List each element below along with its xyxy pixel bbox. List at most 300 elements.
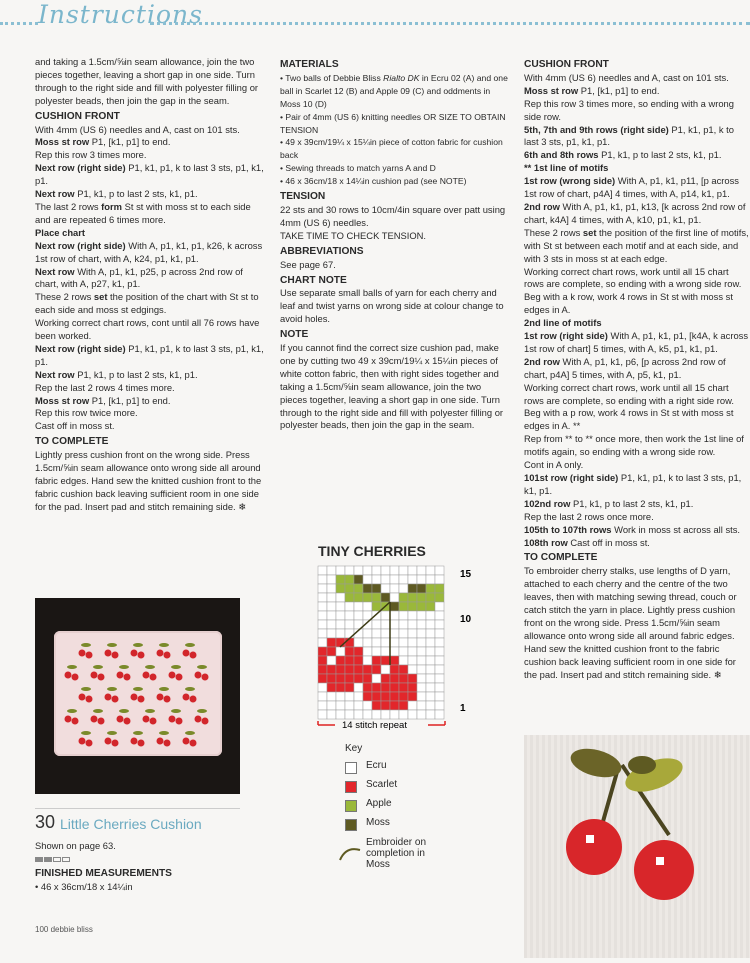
repeat-4-text: Rep the last 2 rows 4 times more. [35, 381, 175, 393]
chart-cell [399, 566, 408, 575]
beg-p-text: Beg with a p row, work 4 rows in St st with moss st edges in A. ** [524, 407, 734, 432]
pillow-leaf [171, 665, 181, 669]
pillow-leaf [133, 731, 143, 735]
chart-cell [390, 710, 399, 719]
pillow-leaf [185, 687, 195, 691]
chart-cell [381, 593, 390, 602]
chart-cell [399, 611, 408, 620]
chart-cell [435, 629, 444, 638]
pillow-cherry [183, 738, 190, 745]
chart-cell [336, 629, 345, 638]
chart-cell [345, 593, 354, 602]
column-left [35, 56, 265, 514]
motif2-row-1: 1st row (right side) With A, p1, k1, p1, [k4A, k across 1st row of chart] 5 times, with A, k5, p1, k1, p1. [524, 330, 749, 354]
chart-cell [363, 566, 372, 575]
pillow-cherry [72, 674, 79, 681]
chart-cell [354, 665, 363, 674]
chart-cell [372, 638, 381, 647]
chart-cell [390, 683, 399, 692]
chart-cell [435, 692, 444, 701]
pillow-cherry [157, 650, 164, 657]
pillow-leaf [93, 665, 103, 669]
chart-cell [435, 602, 444, 611]
chart-cell [435, 665, 444, 674]
chart-cell [435, 701, 444, 710]
chart-cell [327, 629, 336, 638]
chart-cell [318, 647, 327, 656]
pillow-cherry [176, 718, 183, 725]
pillow-cherry [91, 716, 98, 723]
chart-cell [417, 584, 426, 593]
chart-cell [318, 566, 327, 575]
chart-cell [354, 566, 363, 575]
chart-cell [417, 638, 426, 647]
chart-cell [372, 629, 381, 638]
cushion-photo [35, 598, 240, 794]
chart-cell [381, 710, 390, 719]
working-text-2: Working correct chart rows, work until all 15 chart rows are complete, so ending with a wrong side row. [524, 265, 742, 290]
chart-cell [399, 647, 408, 656]
chart-cell [327, 620, 336, 629]
skill-level-icon [35, 853, 245, 865]
tiny-cherries-chart [310, 562, 480, 737]
chart-cell [381, 629, 390, 638]
key-swatch-apple [345, 800, 357, 812]
to-complete-text: Lightly press cushion front on the wrong side. Press 1.5cm/⅝in seam allowance onto wrong side all around fabric edges. Hand sew the knitted cushion front to the fabric cushion back leaving sufficient room in one side for the pad. Insert pad and stitch remaining side. ❄ [35, 449, 262, 512]
pillow-cherry [150, 674, 157, 681]
chart-cell [354, 575, 363, 584]
chart-cell [408, 620, 417, 629]
chart-cell [318, 656, 327, 665]
pillow-cherry [124, 674, 131, 681]
chart-cell [417, 683, 426, 692]
chart-cell [408, 692, 417, 701]
chart-cell [345, 710, 354, 719]
pillow-cherry [124, 718, 131, 725]
pillow-cherry [143, 672, 150, 679]
pillow-cherry [195, 716, 202, 723]
chart-cell [408, 584, 417, 593]
chart-cell [417, 602, 426, 611]
chart-cell [408, 611, 417, 620]
chart-cell [372, 665, 381, 674]
chart-cell [390, 665, 399, 674]
chart-cell [381, 683, 390, 692]
chart-cell [372, 611, 381, 620]
chart-cell [336, 620, 345, 629]
motif1-row-1: 1st row (wrong side) With A, p1, k1, p11, [p across 1st row of chart, p4A] 4 times, with A, p14, k1, p1. [524, 175, 739, 200]
chart-cell [399, 593, 408, 602]
chart-cell [426, 674, 435, 683]
key-label-embroider: Embroider on completion in Moss [366, 837, 427, 870]
chart-cell [381, 611, 390, 620]
pillow-cherry [164, 652, 171, 659]
chart-cell [417, 701, 426, 710]
pillow-leaf [119, 665, 129, 669]
row-label-10: 10 [460, 614, 472, 625]
finished-measurements-text: • 46 x 36cm/18 x 14¼in [35, 880, 133, 892]
repeat-text-2: Rep this row 3 times more, so ending with a wrong side row. [524, 97, 734, 122]
pillow-leaf [133, 643, 143, 647]
pillow-cherry [117, 672, 124, 679]
pillow-cherry [105, 694, 112, 701]
chart-cell [417, 620, 426, 629]
pillow-leaf [93, 709, 103, 713]
chart-cell [390, 638, 399, 647]
chart-cell [417, 575, 426, 584]
chart-cell [318, 710, 327, 719]
chart-cell [327, 656, 336, 665]
pillow-leaf [81, 731, 91, 735]
abbreviations-text: See page 67. [280, 258, 336, 270]
chart-cell [381, 584, 390, 593]
chart-cell [408, 566, 417, 575]
chart-cell [381, 692, 390, 701]
chart-cell [426, 665, 435, 674]
chart-cell [345, 692, 354, 701]
chart-cell [372, 602, 381, 611]
note-text: If you cannot find the correct size cushion pad, make one by cutting two 49 x 39cm/19¼ x 15¼in pieces of white cotton fabric, then with right sides together and taking a 1.5cm/⅝in seam allowance, join the two pieces together, leaving a short gap in one side. Turn through to the right side and fill with polyester filling or polyester beads, then join the gap in the seam. [280, 342, 504, 431]
chart-cell [327, 710, 336, 719]
pattern-info [35, 840, 245, 894]
pillow-cherry [190, 652, 197, 659]
chart-cell [426, 629, 435, 638]
chart-cell [417, 710, 426, 719]
chart-cell [390, 647, 399, 656]
chart-cell [336, 701, 345, 710]
chart-cell [426, 611, 435, 620]
rep-last-2-text: Rep the last 2 rows once more. [524, 510, 654, 522]
chart-cell [318, 629, 327, 638]
next-row-3: Next row (right side) P1, k1, p1, k to last 3 sts, p1, k1, p1. [35, 342, 264, 367]
chart-cell [345, 674, 354, 683]
row-label-15: 15 [460, 569, 472, 580]
chart-cell [390, 584, 399, 593]
chart-cell [417, 692, 426, 701]
repeat-twice-text: Rep this row twice more. [35, 407, 138, 419]
pillow-leaf [159, 643, 169, 647]
chart-cell [363, 638, 372, 647]
rows-105-107: 105th to 107th rows Work in moss st across all sts. [524, 523, 741, 535]
chart-cell [363, 683, 372, 692]
chart-cell [426, 683, 435, 692]
pillow-leaf [171, 709, 181, 713]
chart-cell [327, 602, 336, 611]
chart-cell [417, 566, 426, 575]
cushion-front-heading-2: CUSHION FRONT [524, 59, 609, 70]
chart-cell [435, 638, 444, 647]
chart-cell [417, 665, 426, 674]
chart-cell [399, 620, 408, 629]
chart-cell [426, 647, 435, 656]
pillow-cherry [138, 652, 145, 659]
pillow-leaf [107, 731, 117, 735]
chart-cell [417, 647, 426, 656]
next-row-1: Next row (right side) P1, k1, p1, k to last 3 sts, p1, k1, p1. [35, 162, 264, 187]
tension-heading: TENSION [280, 191, 326, 203]
chart-cell [417, 656, 426, 665]
chart-cell [354, 638, 363, 647]
motif1-row-2: 2nd row With A, p1, k1, p1, k13, [k across 2nd row of chart, k4A] 4 times, with A, k10, p1, k1, p1. [524, 200, 746, 225]
chart-cell [381, 656, 390, 665]
pillow-cherry [195, 672, 202, 679]
chart-cell [435, 584, 444, 593]
column-middle [280, 56, 508, 432]
embroider-stroke-icon [338, 842, 362, 862]
pattern-title: Little Cherries Cushion [60, 816, 202, 832]
chart-cell [399, 584, 408, 593]
chart-cell [354, 602, 363, 611]
chart-cell [399, 692, 408, 701]
chart-cell [399, 656, 408, 665]
motif2-row-2: 2nd row With A, p1, k1, p6, [p across 2nd row of chart, p4A] 5 times, with A, p5, k1, p1. [524, 355, 726, 380]
chart-cell [372, 620, 381, 629]
chart-note-text: Use separate small balls of yarn for each cherry and leaf and twist yarns on wrong side at colour change to avoid holes. [280, 287, 504, 325]
chart-cell [426, 656, 435, 665]
chart-cell [336, 656, 345, 665]
chart-cell [363, 656, 372, 665]
chart-cell [399, 575, 408, 584]
pillow-leaf [81, 643, 91, 647]
chart-cell [336, 584, 345, 593]
chart-cell [318, 611, 327, 620]
chart-cell [336, 710, 345, 719]
materials-heading: MATERIALS [280, 59, 339, 70]
chart-cell [390, 566, 399, 575]
set-text-2: These 2 rows set the position of the first line of motifs, with St st between each motif and at each side, and with 3 sts in moss st at each edge. [524, 226, 749, 264]
row-102: 102nd row P1, k1, p to last 2 sts, k1, p1. [524, 497, 694, 509]
header-dots-left [0, 22, 38, 25]
pattern-number: 30 [35, 812, 56, 832]
chart-cell [336, 665, 345, 674]
first-line-heading: ** 1st line of motifs [524, 162, 609, 174]
place-chart-row-1: Next row (right side) With A, p1, k1, p1, k26, k across 1st row of chart, with A, k24, p1, k1, p1. [35, 239, 263, 264]
chart-cell [327, 575, 336, 584]
chart-cell [390, 611, 399, 620]
pillow-cherry [143, 716, 150, 723]
chart-cell [372, 701, 381, 710]
pillow-leaf [159, 731, 169, 735]
chart-cell [408, 701, 417, 710]
pillow-leaf [67, 665, 77, 669]
key-label-scarlet: Scarlet [366, 779, 398, 790]
chart-cell [408, 602, 417, 611]
working-text: Working correct chart rows, cont until all 76 rows have been worked. [35, 317, 260, 342]
chart-cell [372, 584, 381, 593]
pillow-cherry [183, 694, 190, 701]
moss-row-3: Moss st row P1, [k1, p1] to end. [524, 84, 660, 96]
chart-cell [354, 701, 363, 710]
cast-on-text: With 4mm (US 6) needles and A, cast on 101 sts. [35, 123, 240, 135]
pillow-cherry [164, 740, 171, 747]
chart-cell [372, 593, 381, 602]
chart-cell [435, 647, 444, 656]
cushion-image [54, 631, 222, 756]
chart-cell [435, 593, 444, 602]
chart-cell [390, 575, 399, 584]
chart-cell [336, 683, 345, 692]
pillow-leaf [107, 643, 117, 647]
pillow-cherry [131, 738, 138, 745]
materials-item-1: • Two balls of Debbie Bliss Rialto DK in Ecru 02 (A) and one ball in Scarlet 12 (B) and Apple 09 (C) and oddments in Moss 10 (D) [280, 72, 508, 109]
chart-cell [354, 647, 363, 656]
key-swatch-ecru [345, 762, 357, 774]
key-label-ecru: Ecru [366, 760, 387, 771]
chart-cell [426, 575, 435, 584]
intro-text: and taking a 1.5cm/⅝in seam allowance, join the two pieces together, leaving a short gap in one side. Turn through to the right side and fill with polyester filling or polyester beads, then join the gap in the seam. [35, 56, 259, 106]
rows-6-8: 6th and 8th rows P1, k1, p to last 2 sts, k1, p1. [524, 149, 722, 161]
pillow-cherry [117, 716, 124, 723]
pillow-cherry [79, 738, 86, 745]
chart-cell [318, 593, 327, 602]
pillow-cherry [164, 696, 171, 703]
pillow-cherry [202, 718, 209, 725]
page-header-title: Instructions [38, 0, 203, 29]
pillow-leaf [133, 687, 143, 691]
chart-cell [399, 629, 408, 638]
key-title: Key [345, 743, 363, 754]
chart-cell [327, 692, 336, 701]
chart-cell [426, 620, 435, 629]
beg-k-text: Beg with a k row, work 4 rows in St st with moss st edges in A. [524, 291, 733, 316]
pillow-cherry [86, 696, 93, 703]
chart-cell [327, 638, 336, 647]
place-chart-row-2: Next row With A, p1, k1, p25, p across 2nd row of chart, with A, p27, k1, p1. [35, 265, 243, 290]
note-heading: NOTE [280, 329, 309, 341]
chart-cell [381, 647, 390, 656]
chart-cell [345, 629, 354, 638]
chart-cell [426, 593, 435, 602]
chart-cell [390, 593, 399, 602]
tension-check: TAKE TIME TO CHECK TENSION. [280, 229, 427, 241]
chart-cell [354, 710, 363, 719]
chart-cell [363, 593, 372, 602]
chart-cell [390, 629, 399, 638]
chart-cell [426, 710, 435, 719]
pillow-cherry [138, 740, 145, 747]
pillow-cherry [169, 716, 176, 723]
chart-cell [327, 584, 336, 593]
chart-cell [390, 602, 399, 611]
chart-cell [345, 620, 354, 629]
chart-cell [336, 575, 345, 584]
materials-item-5: • 46 x 36cm/18 x 14¼in cushion pad (see NOTE) [280, 176, 467, 187]
chart-cell [426, 602, 435, 611]
materials-item-4: • Sewing threads to match yarns A and D [280, 163, 436, 174]
chart-cell [399, 683, 408, 692]
chart-cell [408, 665, 417, 674]
chart-cell [435, 710, 444, 719]
chart-cell [363, 674, 372, 683]
chart-cell [390, 692, 399, 701]
set-text: These 2 rows set the position of the chart with St st to each side and moss st edgings. [35, 291, 259, 316]
pillow-leaf [107, 687, 117, 691]
pillow-leaf [197, 665, 207, 669]
chart-cell [435, 674, 444, 683]
pillow-cherry [131, 694, 138, 701]
chart-cell [363, 665, 372, 674]
pillow-cherry [86, 652, 93, 659]
repeat-label: 14 stitch repeat [342, 720, 407, 731]
pillow-cherry [65, 716, 72, 723]
row-101: 101st row (right side) P1, k1, p1, k to last 3 sts, p1, k1, p1. [524, 472, 742, 496]
pillow-cherry [105, 650, 112, 657]
chart-cell [318, 638, 327, 647]
pillow-leaf [185, 643, 195, 647]
pillow-cherry [98, 674, 105, 681]
chart-cell [372, 575, 381, 584]
chart-cell [363, 710, 372, 719]
chart-cell [426, 701, 435, 710]
chart-cell [318, 620, 327, 629]
chart-cell [381, 674, 390, 683]
page-footer: 100 debbie bliss [35, 925, 93, 934]
chart-cell [435, 683, 444, 692]
key-swatch-moss [345, 819, 357, 831]
chart-cell [381, 575, 390, 584]
chart-cell [417, 593, 426, 602]
pillow-cherry [79, 694, 86, 701]
cherry-closeup-photo [524, 735, 750, 958]
chart-cell [372, 683, 381, 692]
chart-cell [408, 629, 417, 638]
to-complete-heading: TO COMPLETE [35, 436, 109, 448]
chart-cell [336, 602, 345, 611]
chart-cell [372, 692, 381, 701]
pillow-cherry [138, 696, 145, 703]
key-swatch-scarlet [345, 781, 357, 793]
chart-cell [390, 701, 399, 710]
chart-cell [327, 683, 336, 692]
chart-cell [345, 683, 354, 692]
chart-cell [390, 656, 399, 665]
last-2-rows: The last 2 rows form St st with moss st to each side and are repeated 6 times more. [35, 200, 251, 225]
chart-cell [318, 692, 327, 701]
chart-cell [336, 692, 345, 701]
chart-cell [372, 674, 381, 683]
repeat-text: Rep this row 3 times more. [35, 149, 147, 161]
key-label-moss: Moss [366, 817, 390, 828]
chart-cell [399, 701, 408, 710]
chart-title: TINY CHERRIES [318, 543, 426, 559]
chart-cell [363, 575, 372, 584]
pillow-cherry [169, 672, 176, 679]
chart-cell [408, 683, 417, 692]
key-label-apple: Apple [366, 798, 392, 809]
cast-off-text: Cast off in moss st. [35, 420, 115, 432]
pillow-cherry [65, 672, 72, 679]
pillow-cherry [112, 652, 119, 659]
chart-cell [417, 674, 426, 683]
pillow-cherry [190, 696, 197, 703]
chart-cell [363, 629, 372, 638]
chart-cell [381, 620, 390, 629]
divider [35, 808, 240, 809]
abbreviations-heading: ABBREVIATIONS [280, 245, 364, 257]
rep-from-text: Rep from ** to ** once more, then work the 1st line of motifs again, so ending with a wrong side row. [524, 433, 744, 458]
chart-cell [408, 638, 417, 647]
chart-cell [345, 647, 354, 656]
chart-cell [318, 683, 327, 692]
moss-row-2: Moss st row P1, [k1, p1] to end. [35, 394, 171, 406]
pillow-cherry [112, 740, 119, 747]
next-row-2: Next row P1, k1, p to last 2 sts, k1, p1. [35, 188, 198, 200]
chart-cell [345, 566, 354, 575]
chart-cell [417, 611, 426, 620]
chart-cell [336, 611, 345, 620]
chart-cell [372, 710, 381, 719]
materials-item-3: • 49 x 39cm/19¼ x 15¼in piece of cotton fabric for cushion back [280, 137, 503, 161]
